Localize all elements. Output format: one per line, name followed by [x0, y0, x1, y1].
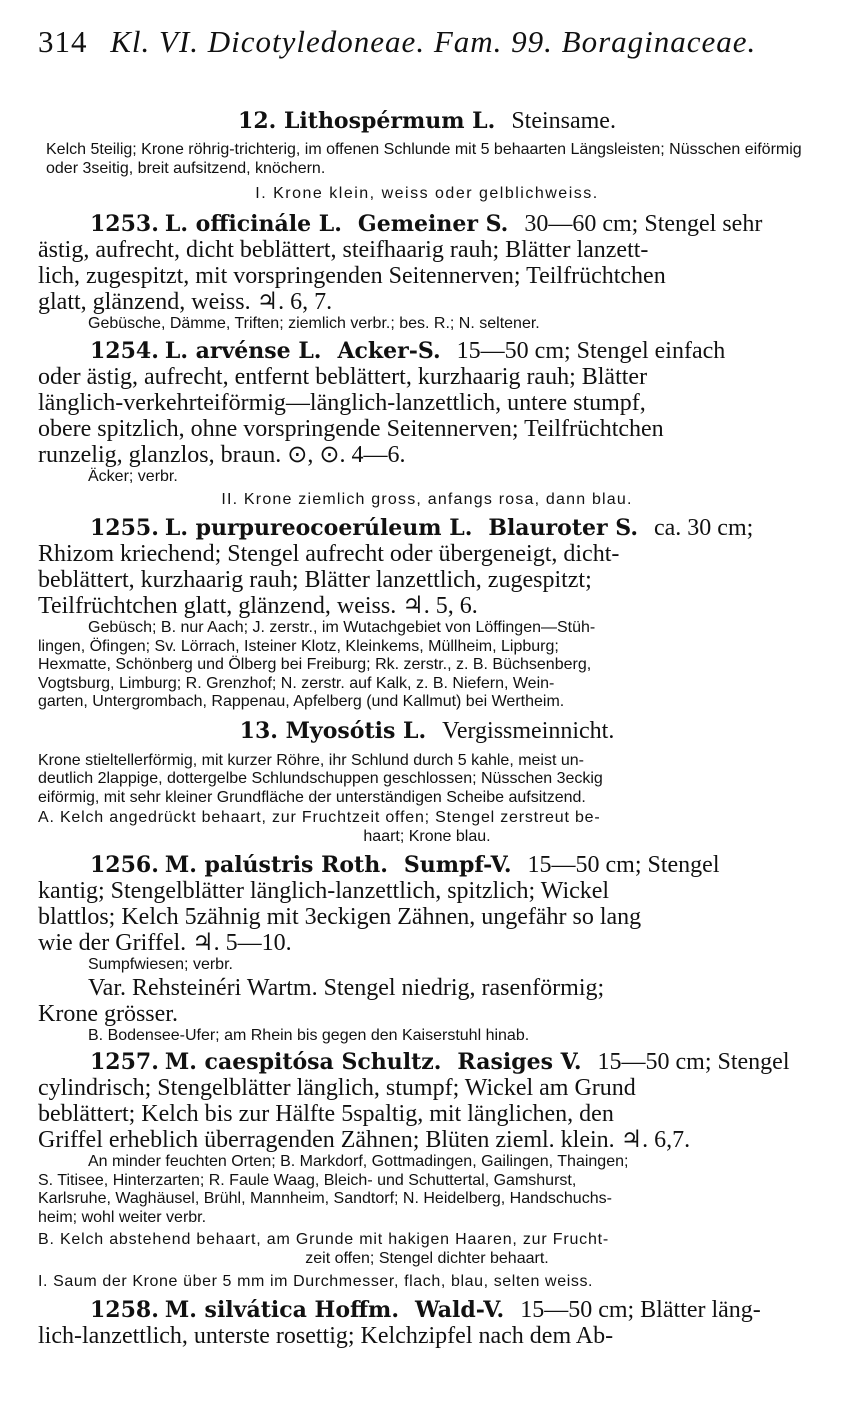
habitat-line: garten, Untergrombach, Rappenau, Apfelberg (und Kallmut) bei Wertheim.	[38, 693, 565, 710]
description-line: deutlich 2lappige, dottergelbe Schlundschuppen geschlossen; Nüsschen 3eckig	[38, 770, 603, 787]
species-common-name: Sumpf-V.	[403, 852, 512, 878]
habitat-text: B. Bodensee-Ufer; am Rhein bis gegen den Kaiserstuhl hinab.	[88, 1026, 530, 1044]
habitat-line: Hexmatte, Schönberg und Ölberg bei Freiburg; Rk. zerstr., z. B. Büchsenberg,	[38, 656, 592, 673]
species-text-line: runzelig, glanzlos, braun. ⊙, ⊙. 4—6.	[38, 441, 406, 468]
species-common-name: Acker-S.	[337, 337, 441, 364]
variety-entry	[38, 975, 816, 1027]
species-name: M. silvática Hoffm.	[164, 1297, 399, 1323]
habitat-text: Sumpfwiesen; verbr.	[88, 956, 233, 973]
group-heading-i-myosotis: I. Saum der Krone über 5 mm im Durchmesser, flach, blau, selten weiss.	[38, 1273, 594, 1290]
species-text-line: kantig; Stengelblätter länglich-lanzettlich, spitzlich; Wickel	[38, 878, 610, 904]
genus-description: Kelch 5teilig; Krone röhrig-trichterig, im offenen Schlunde mit 5 behaarten Längsleisten; Nüsschen eiförmig oder 3seitig, breit aufsitzend, knöchern.	[46, 141, 802, 177]
genus-heading-myosotis	[38, 716, 816, 746]
species-text-line: lich, zugespitzt, mit vorspringenden Seitennerven; Teilfrüchtchen	[38, 263, 666, 289]
species-entry-1257	[38, 1049, 816, 1153]
species-entry-1258	[38, 1297, 816, 1349]
species-name: L. arvénse L.	[164, 337, 322, 364]
species-text-line: länglich-verkehrteiförmig—länglich-lanzettlich, untere stumpf,	[38, 389, 646, 416]
group-line: B. Kelch abstehend behaart, am Grunde mit hakigen Haaren, zur Frucht-	[38, 1231, 610, 1248]
species-name: M. palústris Roth.	[164, 852, 388, 878]
description-line: eiförmig, mit sehr kleiner Grundfläche der unterständigen Scheibe aufsitzend.	[38, 788, 586, 806]
species-text-line: 15—50 cm; Blätter läng-	[520, 1297, 761, 1323]
species-text-line: glatt, glänzend, weiss. ♃. 6, 7.	[38, 289, 333, 315]
species-entry-1254	[38, 338, 816, 468]
species-text-line: ca. 30 cm;	[654, 515, 754, 541]
genus-common-name: Vergissmeinnicht.	[442, 717, 615, 744]
species-number: 1253.	[90, 211, 159, 237]
habitat-line: An minder feuchten Orten; B. Markdorf, Gottmadingen, Gailingen, Thaingen;	[88, 1153, 629, 1170]
species-number: 1257.	[90, 1049, 159, 1075]
species-text-line: 15—50 cm; Stengel einfach	[456, 337, 726, 364]
species-text-line: lich-lanzettlich, unterste rosettig; Kelchzipfel nach dem Ab-	[38, 1323, 614, 1349]
genus-name: 12. Lithospérmum L.	[238, 108, 496, 134]
group-heading-a	[38, 809, 816, 846]
species-text-line: ästig, aufrecht, dicht beblättert, steifhaarig rauh; Blätter lanzett-	[38, 237, 649, 263]
species-text-line: beblättert; Kelch bis zur Hälfte 5spaltig, mit länglichen, den	[38, 1101, 614, 1127]
species-text-line: beblättert, kurzhaarig rauh; Blätter lanzettlich, zugespitzt;	[38, 567, 592, 593]
species-text-line: cylindrisch; Stengelblätter länglich, stumpf; Wickel am Grund	[38, 1075, 636, 1101]
group-heading-b	[38, 1231, 816, 1268]
species-text-line: wie der Griffel. ♃. 5—10.	[38, 930, 292, 956]
group-line: haart; Krone blau.	[363, 827, 491, 845]
genus-description	[38, 752, 816, 808]
species-text-line: 15—50 cm; Stengel	[597, 1049, 790, 1075]
running-header	[38, 20, 816, 64]
species-common-name: Gemeiner S.	[357, 211, 509, 237]
habitat-block	[38, 1153, 816, 1227]
species-entry-1256	[38, 852, 816, 956]
species-text-line: 30—60 cm; Stengel sehr	[524, 211, 763, 237]
species-number: 1258.	[90, 1297, 159, 1323]
genus-heading-lithospermum	[38, 106, 816, 136]
species-text-line: Griffel erheblich überragenden Zähnen; Blüten zieml. klein. ♃. 6,7.	[38, 1127, 691, 1153]
species-number: 1256.	[90, 852, 159, 878]
habitat-line: S. Titisee, Hinterzarten; R. Faule Waag, Bleich- und Schuttertal, Gamshurst,	[38, 1171, 577, 1189]
habitat-line: Gebüsch; B. nur Aach; J. zerstr., im Wutachgebiet von Löffingen—Stüh-	[88, 619, 596, 636]
species-name: L. purpureocoerúleum L.	[164, 515, 473, 541]
species-common-name: Rasiges V.	[457, 1049, 582, 1075]
species-text-line: Rhizom kriechend; Stengel aufrecht oder übergeneigt, dicht-	[38, 541, 620, 567]
species-name: M. caespitósa Schultz.	[164, 1049, 442, 1075]
species-entry-1253	[38, 211, 816, 315]
group-heading-ii: II. Krone ziemlich gross, anfangs rosa, dann blau.	[221, 491, 633, 508]
habitat-line: lingen, Öfingen; Sv. Lörrach, Isteiner Klotz, Kleinkems, Müllheim, Lipburg;	[38, 637, 559, 655]
species-number: 1255.	[90, 515, 159, 541]
species-common-name: Wald-V.	[414, 1297, 505, 1323]
species-text-line: 15—50 cm; Stengel	[527, 852, 720, 878]
species-name: L. officinále L.	[164, 211, 342, 237]
species-text-line: oder ästig, aufrecht, entfernt beblättert, kurzhaarig rauh; Blätter	[38, 363, 648, 390]
genus-name: 13. Myosótis L.	[239, 717, 427, 744]
habitat-line: Vogtsburg, Limburg; R. Grenzhof; N. zerstr. auf Kalk, z. B. Niefern, Wein-	[38, 674, 555, 692]
habitat-block	[38, 619, 816, 712]
group-heading-i: I. Krone klein, weiss oder gelblichweiss.	[255, 185, 599, 202]
page-number: 314	[38, 24, 88, 59]
habitat-line: Karlsruhe, Waghäusel, Brühl, Mannheim, Sandtorf; N. Heidelberg, Handschuchs-	[38, 1190, 612, 1207]
habitat-text: Äcker; verbr.	[88, 467, 178, 485]
species-common-name: Blauroter S.	[488, 515, 638, 541]
species-number: 1254.	[90, 337, 159, 364]
book-page	[38, 20, 816, 1349]
habitat-text: Gebüsche, Dämme, Triften; ziemlich verbr.; bes. R.; N. seltener.	[88, 315, 540, 332]
header-title: Kl. VI. Dicotyledoneae. Fam. 99. Boraginaceae.	[110, 24, 757, 59]
variety-line: Var. Rehsteinéri Wartm. Stengel niedrig, rasenförmig;	[88, 974, 605, 1001]
species-text-line: Teilfrüchtchen glatt, glänzend, weiss. ♃. 5, 6.	[38, 593, 478, 619]
group-line: zeit offen; Stengel dichter behaart.	[305, 1249, 549, 1267]
habitat-line: heim; wohl weiter verbr.	[38, 1208, 207, 1226]
variety-line: Krone grösser.	[38, 1000, 178, 1027]
description-line: Krone stieltellerförmig, mit kurzer Röhre, ihr Schlund durch 5 kahle, meist un-	[38, 751, 584, 769]
genus-common-name: Steinsame.	[511, 108, 616, 134]
species-text-line: blattlos; Kelch 5zähnig mit 3eckigen Zähnen, ungefähr so lang	[38, 904, 642, 930]
species-text-line: obere spitzlich, ohne vorspringende Seitennerven; Teilfrüchtchen	[38, 415, 664, 442]
group-line: A. Kelch angedrückt behaart, zur Fruchtzeit offen; Stengel zerstreut be-	[38, 809, 601, 826]
species-entry-1255	[38, 515, 816, 619]
